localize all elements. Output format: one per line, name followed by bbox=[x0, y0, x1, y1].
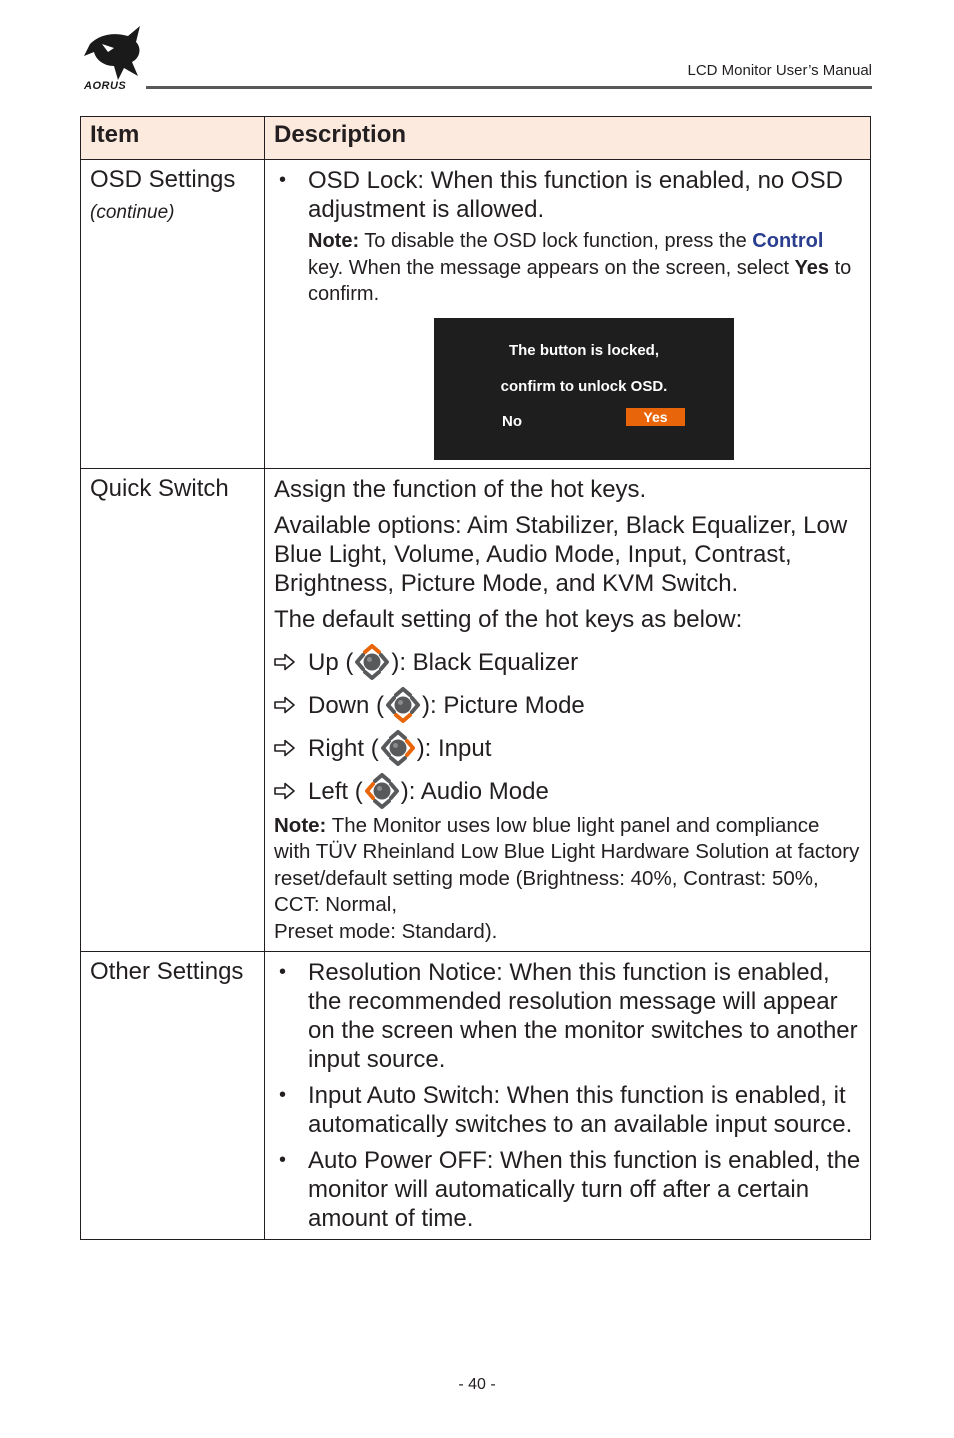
note-text: to confirm. bbox=[308, 256, 852, 305]
hotkey-function: ): Audio Mode bbox=[400, 777, 549, 805]
hotkey-function: ): Picture Mode bbox=[422, 691, 585, 719]
hotkey-down bbox=[274, 684, 861, 727]
joystick-left-icon bbox=[364, 772, 400, 810]
item-name: OSD Settings bbox=[90, 166, 236, 193]
low-blue-light-note bbox=[274, 813, 861, 946]
bullet-input-auto-switch: • Input Auto Switch: When this function is enabled, it automatically switches to an available input source. bbox=[274, 1081, 861, 1139]
note-text: Preset mode: Standard). bbox=[274, 919, 498, 943]
item-cell bbox=[81, 952, 265, 1240]
hotkey-label: Left ( bbox=[308, 777, 363, 805]
manual-title: LCD Monitor User’s Manual bbox=[687, 62, 872, 79]
item-name: Other Settings bbox=[90, 958, 244, 985]
hotkey-label: Right ( bbox=[308, 734, 379, 762]
hotkey-up bbox=[274, 641, 861, 684]
header-rule bbox=[146, 86, 872, 89]
description-cell bbox=[265, 468, 871, 952]
dialog-message-line1: The button is locked, bbox=[508, 341, 659, 359]
joystick-down-icon bbox=[385, 686, 421, 724]
joystick-right-icon bbox=[380, 729, 416, 767]
bullet-auto-power-off: • Auto Power OFF: When this function is enabled, the monitor will automatically turn off after a certain amount of time. bbox=[274, 1146, 861, 1233]
description-cell bbox=[265, 952, 871, 1240]
osd-lock-dialog bbox=[434, 318, 734, 460]
bullet-osd-lock bbox=[274, 166, 861, 308]
quick-switch-options: Available options: Aim Stabilizer, Black Equalizer, Low Blue Light, Volume, Audio Mode, Input, Contrast, Brightness, Picture Mode, and KVM Switch. bbox=[274, 511, 848, 597]
item-name: Quick Switch bbox=[90, 474, 229, 502]
arrow-right-icon bbox=[274, 782, 308, 800]
bullet-text: OSD Lock: When this function is enabled, no OSD adjustment is allowed. bbox=[308, 167, 843, 223]
control-key-label: Control bbox=[752, 230, 824, 252]
hotkey-function: ): Input bbox=[416, 734, 492, 762]
table-row-quick-switch bbox=[81, 468, 871, 952]
dialog-no-button[interactable]: No bbox=[502, 412, 522, 430]
item-cell bbox=[81, 160, 265, 469]
arrow-right-icon bbox=[274, 739, 308, 757]
yes-label: Yes bbox=[794, 256, 830, 279]
note-text: key. When the message appears on the screen, select bbox=[308, 256, 795, 279]
osd-lock-note bbox=[308, 228, 861, 308]
note-text: To disable the OSD lock function, press the bbox=[359, 230, 753, 252]
note-text: The Monitor uses low blue light panel and compliance with TÜV Rheinland Low Blue Light Hardware Solution at factory reset/default setting mode (Brightness: 40%, Contrast: 50%, CCT: Normal, bbox=[274, 813, 860, 916]
quick-switch-intro: Assign the function of the hot keys. bbox=[274, 475, 647, 503]
page-number: - 40 - bbox=[458, 1376, 496, 1393]
item-cell bbox=[81, 468, 265, 952]
aorus-logo bbox=[80, 22, 146, 92]
table-row-osd-settings bbox=[81, 160, 871, 469]
description-cell bbox=[265, 160, 871, 469]
header-description: Description bbox=[265, 117, 871, 160]
quick-switch-default: The default setting of the hot keys as below: bbox=[274, 605, 743, 633]
bullet-resolution-notice: • Resolution Notice: When this function is enabled, the recommended resolution message will appear on the screen when the monitor switches to another input source. bbox=[274, 958, 861, 1074]
header-item: Item bbox=[81, 117, 265, 160]
table-row-other-settings bbox=[81, 952, 871, 1240]
svg-text:AORUS: AORUS bbox=[84, 80, 127, 92]
hotkey-label: Up ( bbox=[308, 648, 354, 676]
hotkey-left bbox=[274, 770, 861, 813]
settings-table bbox=[80, 116, 871, 1240]
note-label: Note: bbox=[274, 813, 327, 837]
arrow-right-icon bbox=[274, 696, 308, 714]
dialog-yes-button[interactable]: Yes bbox=[626, 408, 685, 426]
arrow-right-icon bbox=[274, 653, 308, 671]
dialog-message-line2: confirm to unlock OSD. bbox=[500, 377, 668, 395]
hotkey-right bbox=[274, 727, 861, 770]
hotkey-function: ): Black Equalizer bbox=[391, 648, 579, 676]
note-label: Note: bbox=[308, 230, 360, 252]
joystick-up-icon bbox=[354, 643, 390, 681]
hotkey-label: Down ( bbox=[308, 691, 385, 719]
item-continue: (continue) bbox=[90, 202, 175, 223]
table-header-row bbox=[81, 117, 871, 160]
